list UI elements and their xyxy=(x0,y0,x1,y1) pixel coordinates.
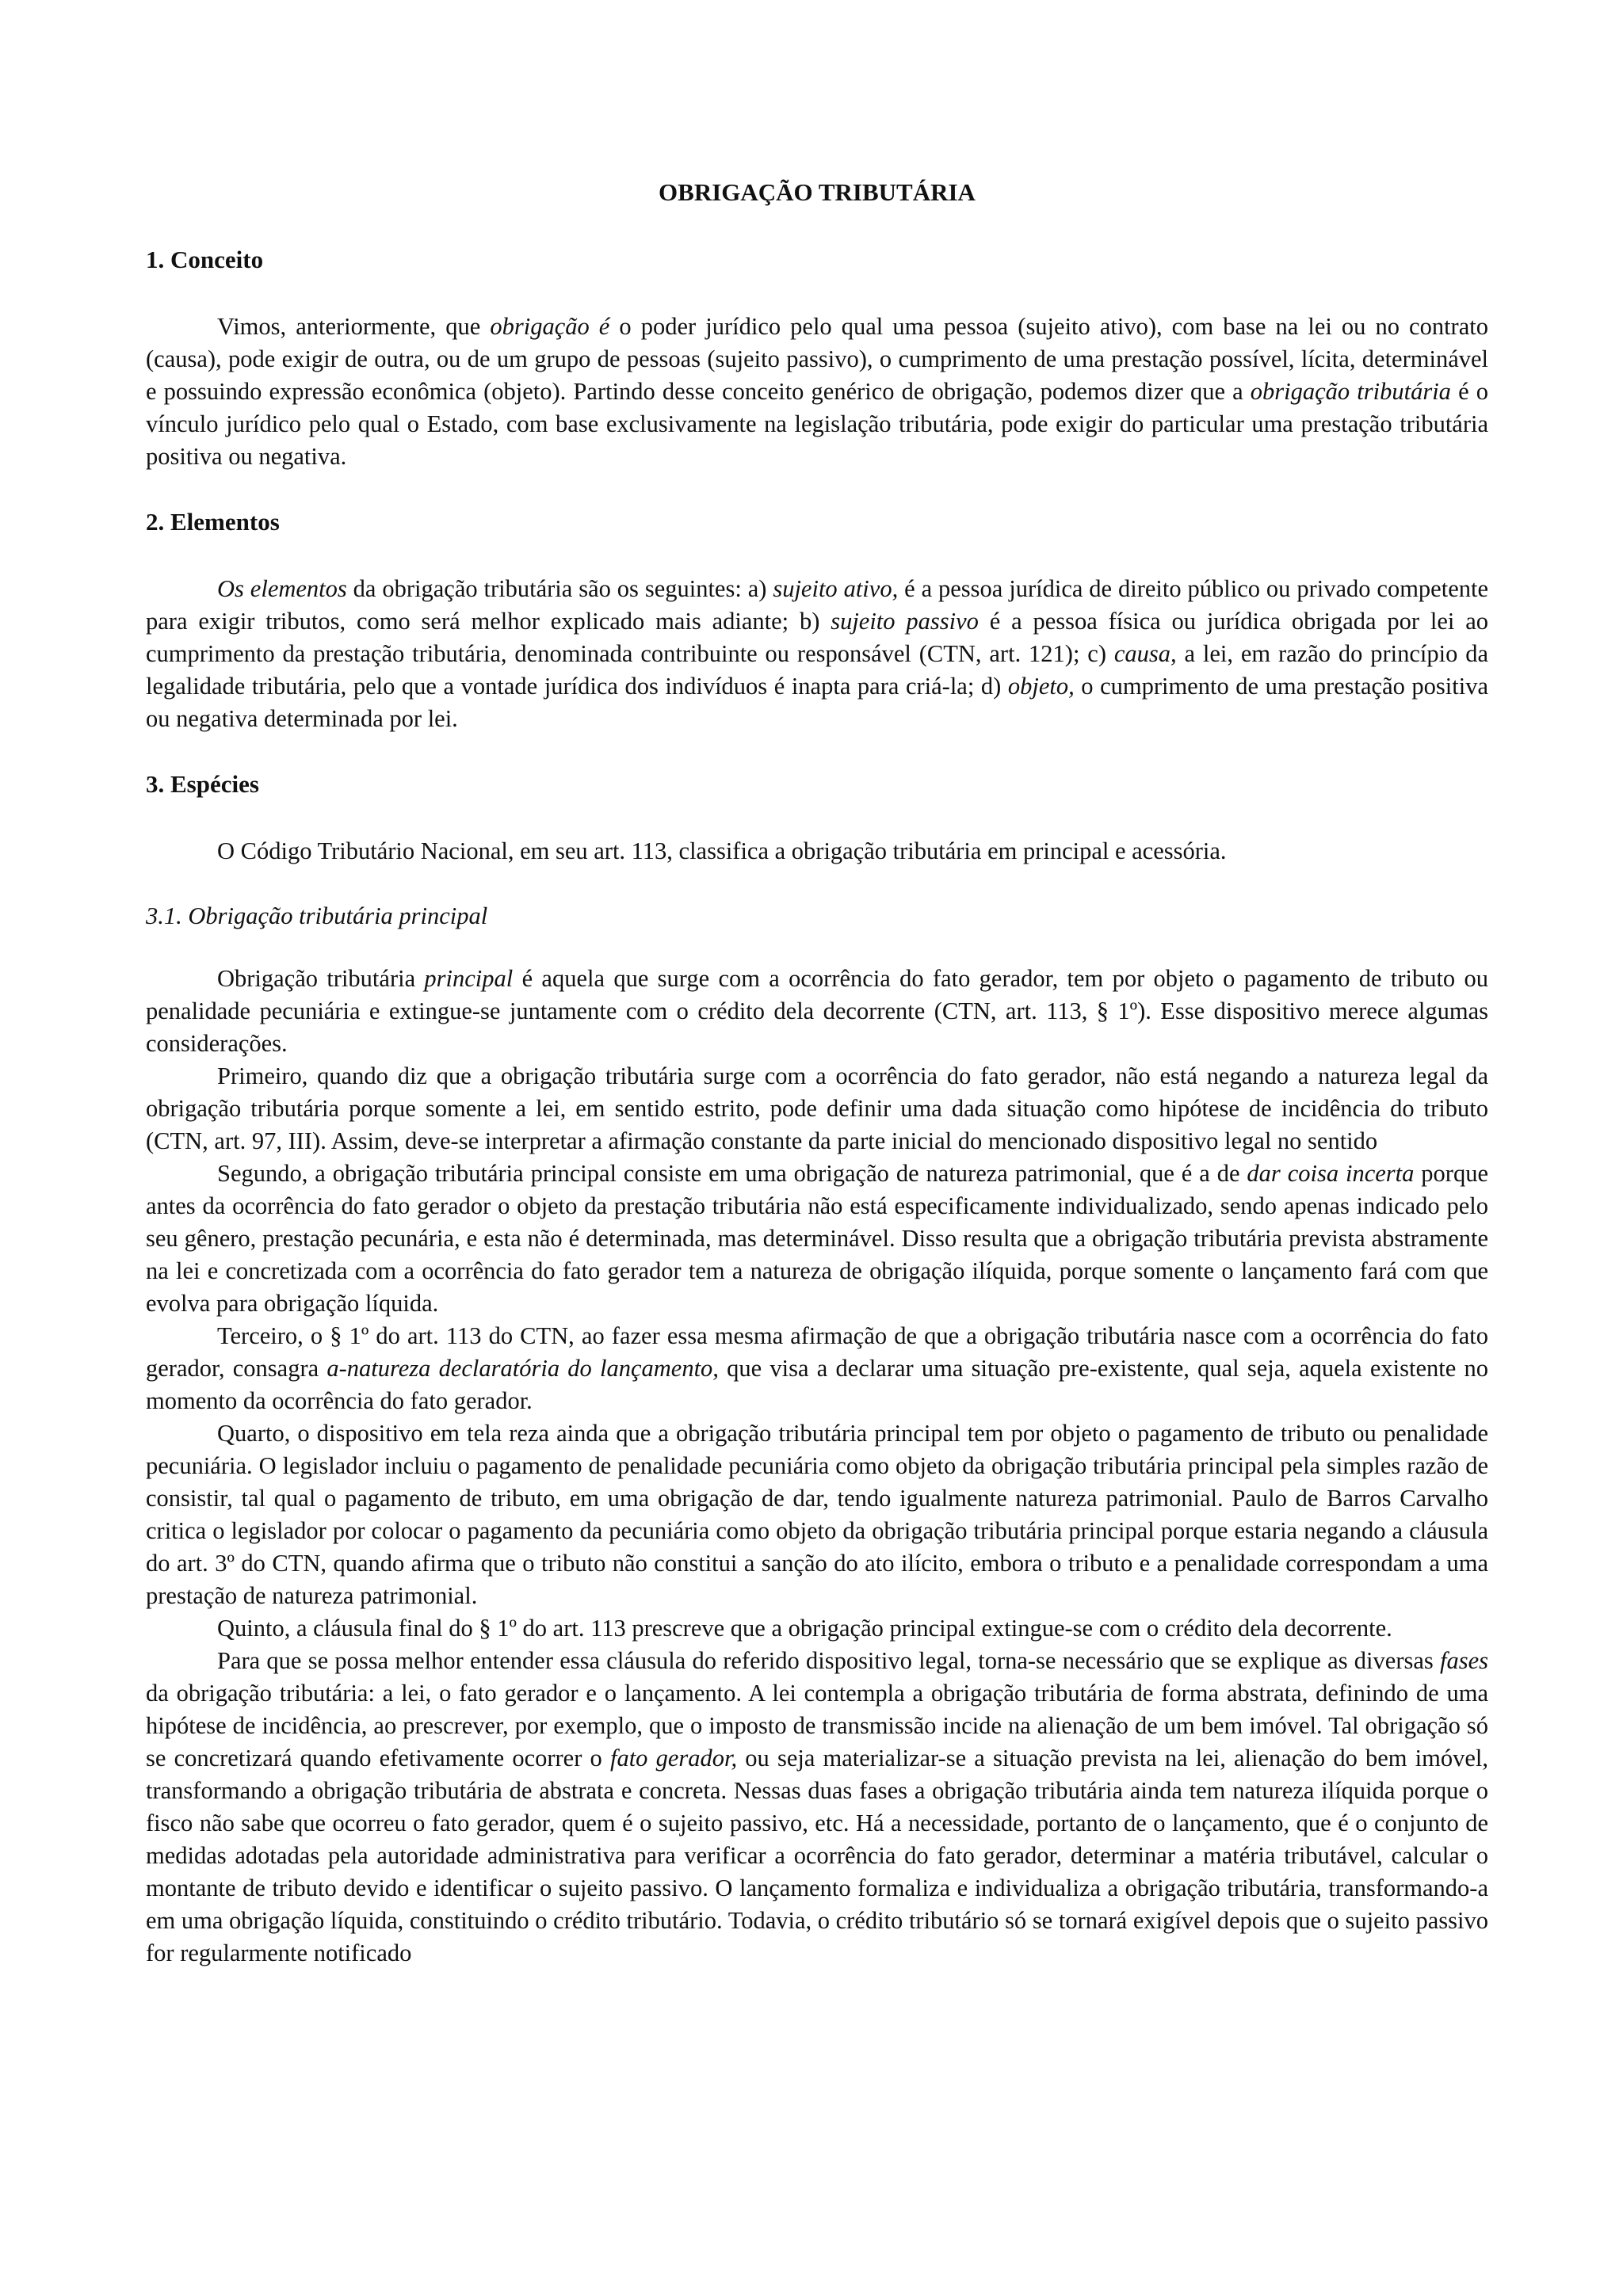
paragraph-principal-definicao: Obrigação tributária principal é aquela que surge com a ocorrência do fato gerador, tem por objeto o pagamento de tributo ou penalidade pecuniária e extingue-se juntamente com o crédito dela decorrente (CTN, art. 113, § 1º). Esse dispositivo merece algumas considerações. xyxy=(146,965,1488,1057)
paragraph-especies: O Código Tributário Nacional, em seu art. 113, classifica a obrigação tributária em principal e acessória. xyxy=(217,837,1227,864)
paragraph-fases: Para que se possa melhor entender essa cláusula do referido dispositivo legal, torna-se necessário que se explique as diversas fases da obrigação tributária: a lei, o fato gerador e o lançamento. A lei contempla a obrigação tributária de forma abstrata, definindo de uma hipótese de incidência, ao prescrever, por exemplo, que o imposto de transmissão incide na alienação de um bem imóvel. Tal obrigação só se concretizará quando efetivamente ocorrer o fato gerador, ou seja materializar-se a situação prevista na lei, alienação do bem imóvel, transformando a obrigação tributária de abstrata e concreta. Nessas duas fases a obrigação tributária ainda tem natureza ilíquida porque o fisco não sabe que ocorreu o fato gerador, quem é o sujeito passivo, etc. Há a necessidade, portanto de o lançamento, que é o conjunto de medidas adotadas pela autoridade administrativa para verificar a ocorrência do fato gerador, determinar a matéria tributável, calcular o montante de tributo devido e identificar o sujeito passivo. O lançamento formaliza e individualiza a obrigação tributária, transformando-a em uma obrigação líquida, constituindo o crédito tributário. Todavia, o crédito tributário só se tornará exigível depois que o sujeito passivo for regularmente notificado xyxy=(146,1647,1488,1966)
paragraph-quarto: Quarto, o dispositivo em tela reza ainda que a obrigação tributária principal tem por objeto o pagamento de tributo ou penalidade pecuniária. O legislador incluiu o pagamento de penalidade pecuniária como objeto da obrigação tributária principal pela simples razão de consistir, tal qual o pagamento de tributo, em uma obrigação de dar, tendo igualmente natureza patrimonial. Paulo de Barros Carvalho critica o legislador por colocar o pagamento da pecuniária como objeto da obrigação tributária principal porque estaria negando a cláusula do art. 3º do CTN, quando afirma que o tributo não constitui a sanção do ato ilícito, embora o tributo e a penalidade correspondam a uma prestação de natureza patrimonial. xyxy=(146,1420,1488,1609)
section-heading-elementos: 2. Elementos xyxy=(146,508,280,536)
paragraph-terceiro: Terceiro, o § 1º do art. 113 do CTN, ao fazer essa mesma afirmação de que a obrigação tributária nasce com a ocorrência do fato gerador, consagra a-natureza declaratória do lançamento, que visa a declarar uma situação pre-existente, qual seja, aquela existente no momento da ocorrência do fato gerador. xyxy=(146,1322,1488,1414)
paragraph-quinto: Quinto, a cláusula final do § 1º do art. 113 prescreve que a obrigação principal extingue-se com o crédito dela decorrente. xyxy=(217,1615,1392,1642)
paragraph-primeiro: Primeiro, quando diz que a obrigação tributária surge com a ocorrência do fato gerador, não está negando a natureza legal da obrigação tributária porque somente a lei, em sentido estrito, pode definir uma dada situação como hipótese de incidência do tributo (CTN, art. 97, III). Assim, deve-se interpretar a afirmação constante da parte inicial do mencionado dispositivo legal no sentido xyxy=(146,1062,1488,1154)
document-title: OBRIGAÇÃO TRIBUTÁRIA xyxy=(659,178,976,206)
paragraph-elementos: Os elementos da obrigação tributária são os seguintes: a) sujeito ativo, é a pessoa jurídica de direito público ou privado competente para exigir tributos, como será melhor explicado mais adiante; b) sujeito passivo é a pessoa física ou jurídica obrigada por lei ao cumprimento da prestação tributária, denominada contribuinte ou responsável (CTN, art. 121); c) causa, a lei, em razão do princípio da legalidade tributária, pelo que a vontade jurídica dos indivíduos é inapta para criá-la; d) objeto, o cumprimento de uma prestação positiva ou negativa determinada por lei. xyxy=(146,575,1488,732)
section-heading-conceito: 1. Conceito xyxy=(146,246,264,273)
paragraph-conceito: Vimos, anteriormente, que obrigação é o poder jurídico pelo qual uma pessoa (sujeito ativo), com base na lei ou no contrato (causa), pode exigir de outra, ou de um grupo de pessoas (sujeito passivo), o cumprimento de uma prestação possível, lícita, determinável e possuindo expressão econômica (objeto). Partindo desse conceito genérico de obrigação, podemos dizer que a obrigação tributária é o vínculo jurídico pelo qual o Estado, com base exclusivamente na legislação tributária, pode exigir do particular uma prestação tributária positiva ou negativa. xyxy=(146,313,1488,470)
subsection-heading-obrigacao-principal: 3.1. Obrigação tributária principal xyxy=(146,902,488,929)
section-heading-especies: 3. Espécies xyxy=(146,770,259,798)
paragraph-segundo: Segundo, a obrigação tributária principal consiste em uma obrigação de natureza patrimonial, que é a de dar coisa incerta porque antes da ocorrência do fato gerador o objeto da prestação tributária não está especificamente individualizado, sendo apenas indicado pelo seu gênero, prestação pecunária, e esta não é determinada, mas determinável. Disso resulta que a obrigação tributária prevista abstramente na lei e concretizada com a ocorrência do fato gerador tem a natureza de obrigação ilíquida, porque somente o lançamento fará com que evolva para obrigação líquida. xyxy=(146,1160,1488,1317)
